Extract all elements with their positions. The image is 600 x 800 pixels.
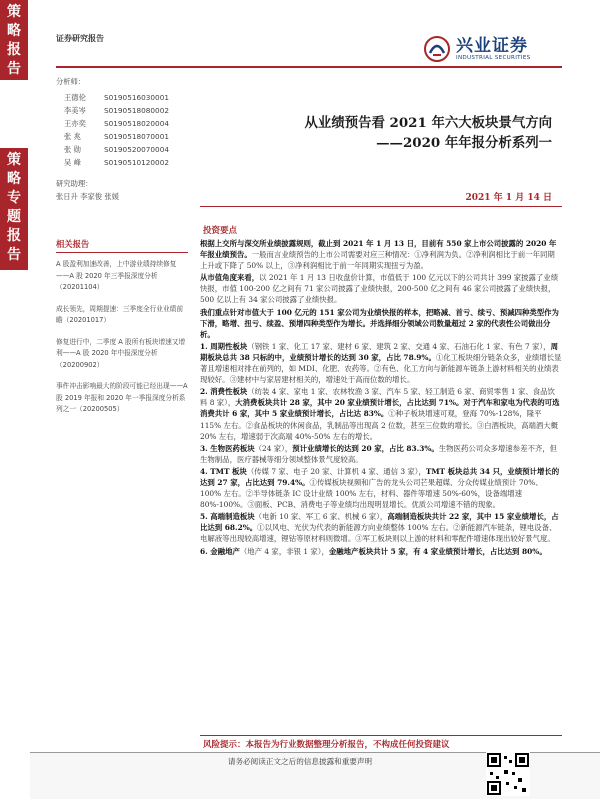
analyst-label: 分析师： xyxy=(56,77,86,86)
sector-text: （传媒 7 家、电子 20 家、计算机 4 家、通信 3 家）， xyxy=(246,466,426,476)
intro-paragraph xyxy=(200,238,562,271)
sector-text: （电新 10 家、军工 6 家、机械 6 家）， xyxy=(254,512,388,522)
related-reports-heading: 相关报告 xyxy=(56,238,188,253)
sector-paragraph xyxy=(200,341,562,385)
sector-detail: ①化工板块细分链条众多，业绩增长显著且增速相对排在前列的，如 MDI、化肥、农药等。②有色、化工方向与新能源车链条上游材料相关的业绩表现较好。③建材中与家居建材相关的，增速处于高而位数的增长。 xyxy=(200,352,562,385)
analyst-name: 李美岑 xyxy=(64,105,86,115)
analyst-name: 张 兆 xyxy=(64,131,81,141)
related-reports xyxy=(56,238,188,426)
sector-detail: ①以风电、光伏为代表的新能源方向业绩整体 100% 左右。②新能源汽车链条，锂电设备、电解液等出现较高增速，锂钴等原材料则微增。③军工板块则以上游的材料和零配件增速体现出较好景气度。 xyxy=(200,523,557,544)
key-points-body xyxy=(200,238,562,735)
logo-emblem-icon xyxy=(424,36,450,62)
sector-bold: TMT 板块总共 34 只，业绩预计增长的达到 27 家，占比达到 79.4%。 xyxy=(200,466,560,487)
report-type-label: 证券研究报告 xyxy=(56,34,104,43)
risk-warning: 风险提示：本报告为行业数据整理分析报告，不构成任何投资建议 xyxy=(203,740,450,750)
report-date: 2021 年 1 月 14 日 xyxy=(465,193,552,203)
sector-text: （钢铁 1 家、化工 17 家、建材 6 家、建筑 2 家、交通 4 家、石油石化 1 家、有色 7 家）， xyxy=(247,341,551,351)
related-report-item[interactable]: 修复进行中，二季度 A 股所有板块增速又增利——A 股 2020 年中报深度分析（20200902） xyxy=(56,337,186,369)
sector-bold: 金融地产板块共计 5 家，有 4 家业绩预计增长，占比达到 80%。 xyxy=(328,546,547,556)
report-subtitle: ——2020 年年报分析系列一 xyxy=(376,135,552,151)
market-cap-text: 以 2021 年 1 月 13 日收盘价计算，市值低于 100 亿元以下的公司共计 399 家披露了业绩快报，市值 100-200 亿之间有 71 家公司披露了业绩快报，200-500 亿之间有 46 家公司披露了业绩快报，500 亿以上有 34 家公司披露了业绩快报。 xyxy=(200,273,559,305)
sector-detail: ①传媒板块视频和广告的龙头公司芒果超媒、分众传媒业绩预计 70%、100% 左右。②半导体链条 IC 设计业绩 100% 左右，材料、器件等增速 50%-60%，设备端增速 80%-100%。③面板、PCB、消费电子等业绩均出现明显增长。优质公司增速不错的现象。 xyxy=(200,477,543,510)
sector-detail: 生物医药公司众多增速参差不齐，但生物制品，医疗器械等细分领域整体景气度较高。 xyxy=(200,443,558,464)
logo-chinese-name: 兴业证券 xyxy=(456,36,528,56)
header-divider xyxy=(56,66,562,68)
sector-detail: ①种子板块增速可观，登海 70%-128%，隆平 115% 左右。②食品板块的休闲食品，乳制品等出现高 2 位数，甚至三位数的增长。③白酒板块，高端酒大概 20% 左右，增速弱于次高端 40%-50% 左右的增长。 xyxy=(200,409,559,441)
side-tab-char: 告 xyxy=(7,61,21,77)
side-tab-char: 策 xyxy=(7,4,21,20)
sector-bold: 高端制造板块共计 22 家，其中 15 家业绩增长，占比达到 68.2%。 xyxy=(200,512,559,533)
sector-bold: 周期板块总共 38 只标的中，业绩预计增长的达到 30 家，占比 78.9%。 xyxy=(200,341,558,362)
date-divider xyxy=(200,206,562,207)
side-tab-char: 题 xyxy=(7,209,21,225)
analyst-id: S0190518020004 xyxy=(104,119,169,128)
side-tab-char: 告 xyxy=(7,247,21,263)
analyst-name: 吴 峰 xyxy=(64,157,81,167)
market-cap-paragraph xyxy=(200,272,562,305)
related-report-item[interactable]: 事件冲击影响最大的阶段可能已经出现——A 股 2019 年报和 2020 年一季报深度分析系列之一（20200505） xyxy=(56,382,188,413)
sector-heading: 3. 生物医药板块 xyxy=(200,443,255,453)
side-tab-char: 略 xyxy=(7,171,21,187)
methodology-bold: 我们重点针对市值大于 100 亿元的 151 家公司为业绩快报的样本，把略减、首亏、续亏、预减四种类型作为下滑，略增、扭亏、续盈、预增四种类型作为增长。并选择细分领域公司数量超过 2 家的代表性公司做出分析。 xyxy=(200,307,559,339)
sector-heading: 6. 金融地产 xyxy=(200,546,240,556)
sector-paragraph xyxy=(200,546,562,557)
qr-code-icon xyxy=(486,752,530,796)
sector-heading: 1. 周期性板块 xyxy=(200,341,248,351)
market-cap-bold: 从市值角度来看， xyxy=(200,273,260,283)
risk-divider xyxy=(200,735,562,736)
analyst-row xyxy=(56,117,186,130)
analyst-name: 王德伦 xyxy=(64,92,86,102)
related-report-item[interactable]: A 股盈利加速改善，上中游业绩持续修复——A 股 2020 年三季报深度分析（20201104） xyxy=(56,260,177,291)
side-tab-char: 报 xyxy=(7,228,21,244)
analyst-id: S0190518080002 xyxy=(104,106,169,115)
sector-paragraph xyxy=(200,466,562,510)
intro-bold: 根据上交所与深交所业绩披露规则，截止到 2021 年 1 月 13 日，目前有 550 家上市公司披露的 2020 年年报业绩预告。 xyxy=(200,239,557,260)
analyst-id: S0190520070004 xyxy=(104,145,169,154)
side-tab-strategy-special-report xyxy=(0,148,28,270)
sector-bold: 预计业绩增长的达到 20 家，占比 83.3%。 xyxy=(292,443,439,453)
sector-text: （地产 4 家，非银 1 家）， xyxy=(239,546,329,556)
sector-text: （纺装 4 家、家电 1 家、农林牧渔 3 家、汽车 5 家、轻工制造 6 家、商贸零售 1 家、食品饮料 8 家）， xyxy=(200,387,555,408)
analyst-panel xyxy=(56,77,186,202)
disclaimer-text: 请务必阅读正文之后的信息披露和重要声明 xyxy=(227,757,373,766)
side-tab-char: 策 xyxy=(7,152,21,168)
sector-paragraph xyxy=(200,511,562,544)
sector-heading: 4. TMT 板块 xyxy=(200,466,247,476)
side-tab-char: 略 xyxy=(7,23,21,39)
related-report-item[interactable]: 成长领先，周期提速：三季度全行业业绩前瞻（20201017） xyxy=(56,304,184,324)
intro-text: 一般而言业绩预告的上市公司需要对应三种情况：①净利润为负。②净利润相比于前一年同期上升或下降了 50% 以上，③净利润相比于前一年同期实现扭亏为盈。 xyxy=(200,250,555,271)
analyst-id: S0190516030001 xyxy=(104,93,169,102)
logo-english-name: INDUSTRIAL SECURITIES xyxy=(456,55,531,61)
analyst-row xyxy=(56,130,186,143)
side-tab-strategy-report xyxy=(0,0,28,80)
analyst-id: S0190510120002 xyxy=(104,158,169,167)
company-logo xyxy=(424,36,531,62)
sector-paragraph xyxy=(200,386,562,441)
analyst-name: 王亦奕 xyxy=(64,118,86,128)
sector-bold: 大消费板块共计 28 家，其中 20 家业绩预计增长，占比达到 71%。对于汽车和家电为代表的可选消费共计 6 家，其中 5 家业绩预计增长，占比达 83%。 xyxy=(200,398,560,419)
sector-paragraph xyxy=(200,443,562,465)
analyst-row xyxy=(56,91,186,104)
sector-text: （24 家）， xyxy=(254,443,293,453)
side-tab-char: 报 xyxy=(7,42,21,58)
side-tab-char: 专 xyxy=(7,190,21,206)
report-title: 从业绩预告看 2021 年六大板块景气方向 xyxy=(304,115,552,131)
key-points-heading: 投资要点 xyxy=(203,226,238,236)
analyst-row xyxy=(56,156,186,169)
sector-heading: 2. 消费性板块 xyxy=(200,387,248,397)
methodology-paragraph xyxy=(200,307,562,340)
sector-heading: 5. 高端制造板块 xyxy=(200,512,255,522)
analyst-id: S0190518070001 xyxy=(104,132,169,141)
analyst-row xyxy=(56,143,186,156)
assistant-label: 研究助理： xyxy=(56,179,93,188)
analyst-row xyxy=(56,104,186,117)
analyst-name: 张 勋 xyxy=(64,144,81,154)
assistant-names: 张日升 李家俊 张媛 xyxy=(56,192,120,201)
